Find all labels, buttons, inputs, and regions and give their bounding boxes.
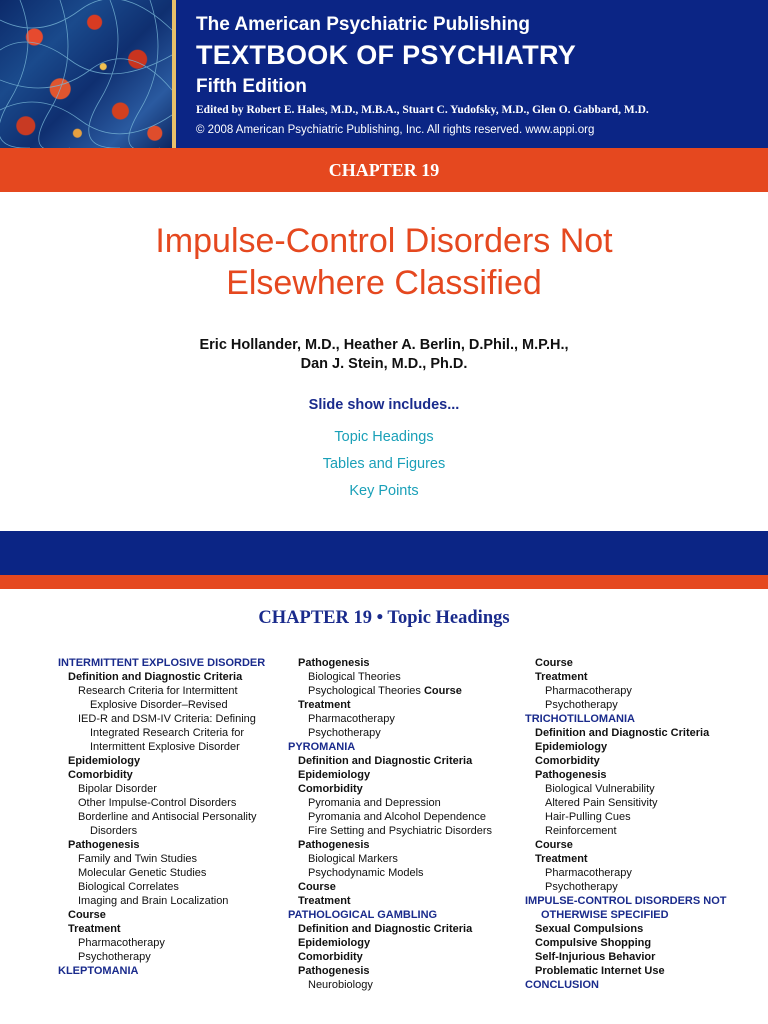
topic-heading-level-3 (58, 950, 278, 964)
topic-heading-level-3 (525, 796, 765, 810)
topic-heading-text: Research Criteria for Intermittent Explosive Disorder–Revised (78, 685, 238, 711)
topic-heading-level-2 (525, 656, 765, 670)
topic-heading-inline-suffix: Course (420, 685, 462, 697)
publisher-name: The American Psychiatric Publishing (196, 14, 531, 35)
topic-heading-level-3 (288, 796, 518, 810)
title-slide-header (0, 0, 768, 148)
topic-heading-level-3 (288, 866, 518, 880)
authors (0, 336, 768, 374)
topic-heading-level-2 (288, 838, 518, 852)
topic-heading-level-2 (58, 670, 278, 684)
topic-heading-level-3 (525, 880, 765, 894)
topic-heading-text: Compulsive Shopping (535, 937, 652, 949)
topic-heading-text: Comorbidity (298, 951, 363, 963)
topic-heading-level-2 (525, 964, 765, 978)
topic-heading-level-2 (525, 922, 765, 936)
chapter-title-line: Elsewhere Classified (226, 264, 542, 302)
topic-heading-text: Pyromania and Alcohol Dependence (308, 811, 486, 823)
topic-heading-text: Pathogenesis (68, 839, 140, 851)
topic-heading-level-3 (58, 810, 278, 838)
topic-heading-text: Pathogenesis (298, 839, 370, 851)
footer-accent-band (0, 575, 768, 589)
topic-heading-level-2 (288, 754, 518, 768)
topic-heading-level-3 (525, 866, 765, 880)
topic-heading-text: Pharmacotherapy (545, 867, 632, 879)
topic-heading-level-2 (288, 880, 518, 894)
topic-heading-text: Biological Theories (308, 671, 401, 683)
topic-heading-text: Bipolar Disorder (78, 783, 157, 795)
topic-heading-level-2 (525, 768, 765, 782)
topic-heading-level-1 (525, 712, 765, 726)
include-link-key-points[interactable]: Key Points (349, 483, 419, 499)
topic-heading-text: Psychotherapy (545, 699, 618, 711)
topic-heading-level-2 (288, 950, 518, 964)
topic-heading-text: Epidemiology (298, 937, 371, 949)
topic-heading-level-3 (288, 824, 518, 838)
topic-heading-text: Psychotherapy (308, 727, 381, 739)
topic-heading-level-3 (525, 684, 765, 698)
topic-heading-text: Psychotherapy (545, 881, 618, 893)
topic-heading-text: Psychodynamic Models (308, 867, 424, 879)
topic-heading-level-2 (288, 768, 518, 782)
topic-heading-text: Comorbidity (535, 755, 600, 767)
topic-headings-title: CHAPTER 19 • Topic Headings (258, 608, 510, 628)
topic-heading-text: Treatment (68, 923, 121, 935)
topic-heading-text: Epidemiology (298, 769, 371, 781)
book-title: TEXTBOOK OF PSYCHIATRY (196, 40, 577, 70)
topic-heading-text: Pharmacotherapy (78, 937, 165, 949)
topic-heading-level-3 (525, 810, 765, 824)
topic-heading-text: Treatment (298, 895, 351, 907)
topic-heading-level-2 (58, 908, 278, 922)
topic-heading-level-3 (525, 824, 765, 838)
topic-heading-text: Biological Markers (308, 853, 398, 865)
topic-heading-text: Course (68, 909, 106, 921)
topic-heading-level-3 (58, 894, 278, 908)
topic-heading-text: Hair-Pulling Cues (545, 811, 631, 823)
topic-heading-level-2 (525, 754, 765, 768)
topic-heading-level-3 (58, 796, 278, 810)
topic-heading-text: Pathogenesis (298, 657, 370, 669)
topic-heading-level-2 (525, 726, 765, 740)
topic-heading-text: Imaging and Brain Localization (78, 895, 229, 907)
topic-heading-level-3 (288, 852, 518, 866)
topic-heading-text: Treatment (535, 853, 588, 865)
topic-heading-text: Biological Correlates (78, 881, 179, 893)
topic-heading-text: Borderline and Antisocial Personality Disorders (78, 811, 257, 837)
topic-heading-text: IED-R and DSM-IV Criteria: Defining Integrated Research Criteria for Intermittent Explosive Disorder (78, 713, 256, 753)
topic-heading-text: Treatment (298, 699, 351, 711)
topic-heading-level-1 (58, 656, 278, 670)
topic-heading-text: Course (535, 839, 573, 851)
topic-heading-level-2 (288, 894, 518, 908)
topic-heading-level-2 (288, 656, 518, 670)
topic-heading-level-3 (58, 936, 278, 950)
topic-heading-text: Definition and Diagnostic Criteria (298, 923, 473, 935)
topic-heading-level-3 (288, 712, 518, 726)
slideshow-label: Slide show includes... (308, 397, 460, 413)
copyright-line: © 2008 American Psychiatric Publishing, Inc. All rights reserved. www.appi.org (196, 124, 595, 136)
topic-heading-text: Sexual Compulsions (535, 923, 644, 935)
topic-heading-level-3 (288, 670, 518, 684)
topic-column-2 (288, 656, 518, 992)
include-link-topic-headings[interactable]: Topic Headings (334, 429, 434, 445)
topic-heading-level-2 (525, 852, 765, 866)
topic-heading-level-2 (288, 922, 518, 936)
edition-label: Fifth Edition (196, 76, 307, 97)
topic-heading-text: Altered Pain Sensitivity (545, 797, 658, 809)
topic-heading-level-2 (288, 936, 518, 950)
topic-heading-level-3 (525, 782, 765, 796)
topic-heading-text: Problematic Internet Use (535, 965, 665, 977)
topic-heading-text: Pathogenesis (298, 965, 370, 977)
topic-heading-level-2 (525, 740, 765, 754)
topic-heading-level-3 (58, 684, 278, 712)
topic-heading-text: Course (535, 657, 573, 669)
topic-heading-level-1 (288, 740, 518, 754)
topic-heading-level-2 (58, 838, 278, 852)
topic-heading-text: INTERMITTENT EXPLOSIVE DISORDER (58, 657, 266, 669)
topic-heading-level-3 (288, 726, 518, 740)
topic-heading-text: Psychological Theories (308, 685, 421, 697)
topic-heading-level-1 (58, 964, 278, 978)
topic-heading-text: PYROMANIA (288, 741, 356, 753)
topic-heading-text: Pharmacotherapy (308, 713, 395, 725)
authors-line: Eric Hollander, M.D., Heather A. Berlin, D.Phil., M.P.H., (199, 337, 569, 353)
topic-heading-text: Pyromania and Depression (308, 797, 441, 809)
topic-heading-text: Definition and Diagnostic Criteria (68, 671, 243, 683)
topic-heading-level-3 (58, 866, 278, 880)
topic-heading-level-2 (525, 936, 765, 950)
topic-heading-level-1 (288, 908, 518, 922)
topic-heading-text: Molecular Genetic Studies (78, 867, 207, 879)
topic-column-3 (525, 656, 765, 992)
topic-heading-level-3 (288, 810, 518, 824)
topic-heading-text: Epidemiology (535, 741, 608, 753)
topic-heading-text: KLEPTOMANIA (58, 965, 139, 977)
chapter-title-line: Impulse-Control Disorders Not (155, 222, 613, 260)
topic-heading-text: IMPULSE-CONTROL DISORDERS NOT OTHERWISE SPECIFIED (525, 895, 727, 921)
authors-line: Dan J. Stein, M.D., Ph.D. (300, 356, 468, 372)
topic-heading-level-1 (525, 894, 765, 922)
chapter-title (0, 220, 768, 304)
topic-heading-text: Epidemiology (68, 755, 141, 767)
topic-heading-level-3 (58, 880, 278, 894)
book-cover-image (0, 0, 172, 148)
topic-heading-text: Biological Vulnerability (545, 783, 655, 795)
topic-heading-text: Neurobiology (308, 979, 373, 991)
topic-heading-level-2 (288, 782, 518, 796)
topic-heading-text: Treatment (535, 671, 588, 683)
topic-heading-text: Psychotherapy (78, 951, 151, 963)
topic-heading-text: Comorbidity (298, 783, 363, 795)
topic-column-1 (58, 656, 278, 978)
chapter-label: CHAPTER 19 (328, 160, 440, 180)
topic-heading-text: Self-Injurious Behavior (535, 951, 656, 963)
cover-divider (172, 0, 176, 148)
topic-heading-level-2 (288, 698, 518, 712)
topic-heading-text: Reinforcement (545, 825, 617, 837)
topic-heading-text: TRICHOTILLOMANIA (525, 713, 635, 725)
topic-heading-level-1 (525, 978, 765, 992)
include-link-tables-figures[interactable]: Tables and Figures (322, 456, 446, 472)
topic-heading-text: Comorbidity (68, 769, 133, 781)
topic-heading-text: Course (298, 881, 336, 893)
topic-heading-level-3 (288, 684, 518, 698)
topic-heading-level-2 (58, 922, 278, 936)
topic-heading-text: Definition and Diagnostic Criteria (298, 755, 473, 767)
topic-heading-level-3 (525, 698, 765, 712)
chapter-band (0, 148, 768, 192)
topic-heading-text: Definition and Diagnostic Criteria (535, 727, 710, 739)
topic-heading-level-2 (58, 754, 278, 768)
includes-list (0, 424, 768, 505)
topic-heading-level-2 (525, 670, 765, 684)
topic-heading-text: CONCLUSION (525, 979, 599, 991)
topic-heading-level-3 (58, 782, 278, 796)
topic-heading-text: Pharmacotherapy (545, 685, 632, 697)
topic-heading-level-2 (288, 964, 518, 978)
topic-heading-level-2 (58, 768, 278, 782)
topic-heading-text: Fire Setting and Psychiatric Disorders (308, 825, 493, 837)
topic-heading-text: PATHOLOGICAL GAMBLING (288, 909, 438, 921)
topic-heading-level-3 (58, 852, 278, 866)
footer-band (0, 531, 768, 575)
topic-heading-level-2 (525, 838, 765, 852)
topic-heading-level-3 (288, 978, 518, 992)
topic-heading-text: Family and Twin Studies (78, 853, 198, 865)
editors-line: Edited by Robert E. Hales, M.D., M.B.A., Stuart C. Yudofsky, M.D., Glen O. Gabbard, M.D. (196, 104, 649, 116)
topic-heading-text: Other Impulse-Control Disorders (78, 797, 237, 809)
topic-heading-level-3 (58, 712, 278, 754)
topic-heading-text: Pathogenesis (535, 769, 607, 781)
topic-heading-level-2 (525, 950, 765, 964)
